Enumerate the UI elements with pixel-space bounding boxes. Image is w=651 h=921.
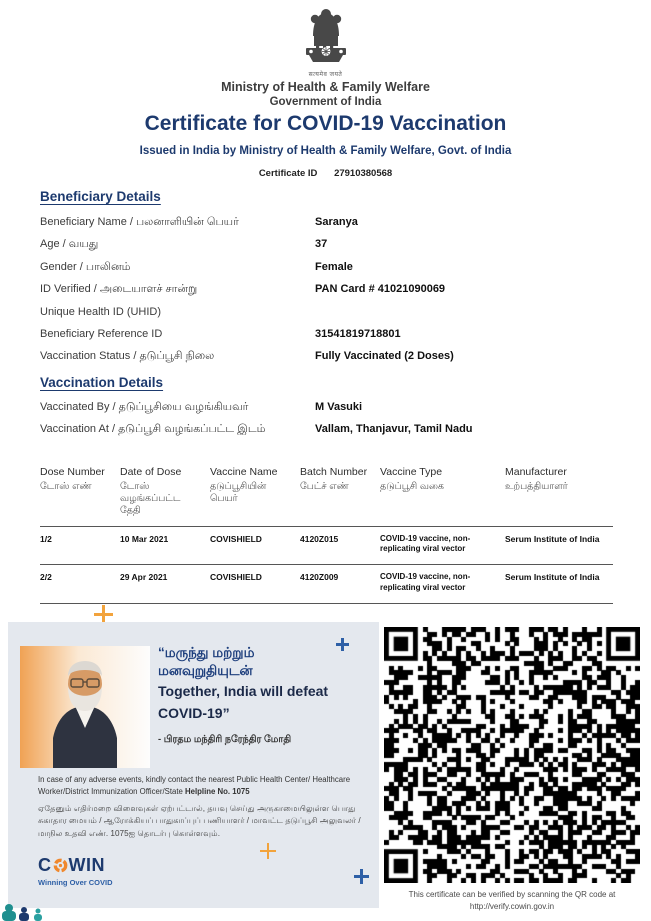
adverse-notice-text: In case of any adverse events, kindly contact the nearest Public Health Center/ Healthcare Worker/District Immunization Officer/State bbox=[38, 775, 351, 796]
field-label: Gender / பாலினம் bbox=[40, 260, 131, 273]
cell-manufacturer: Serum Institute of India bbox=[505, 572, 600, 583]
national-emblem-icon bbox=[299, 6, 353, 64]
col-batch-number: Batch Number பேட்ச் எண் bbox=[300, 466, 368, 492]
field-label: Unique Health ID (UHID) bbox=[40, 305, 162, 318]
dose-row-1 bbox=[40, 527, 613, 566]
cell-dose-number: 1/2 bbox=[40, 533, 52, 544]
cowin-swirl-icon bbox=[53, 858, 68, 873]
col-dose-number: Dose Number டோஸ் எண் bbox=[40, 466, 105, 492]
qr-code-canvas bbox=[384, 627, 640, 883]
cell-manufacturer: Serum Institute of India bbox=[505, 533, 600, 544]
plus-decoration-orange-bottom-icon bbox=[260, 843, 276, 859]
field-value: Vallam, Thanjavur, Tamil Nadu bbox=[315, 423, 473, 436]
footer-banner bbox=[8, 622, 379, 908]
field-label: Beneficiary Name / பலனாளியின் பெயர் bbox=[40, 216, 239, 228]
beneficiary-details-heading: Beneficiary Details bbox=[40, 189, 161, 204]
col-vaccine-type: Vaccine Type தடுப்பூசி வகை bbox=[380, 466, 445, 492]
field-value: PAN Card # 41021090069 bbox=[315, 283, 446, 296]
field-id-verified bbox=[40, 283, 613, 305]
col-date-of-dose: Date of Dose டோஸ் வழங்கப்பட்ட தேதி bbox=[120, 466, 182, 516]
quote-english-line-2: COVID-19” bbox=[158, 704, 230, 721]
certificate-subtitle: Issued in India by Ministry of Health & Family Welfare, Govt. of India bbox=[139, 145, 512, 157]
cell-vaccine-type: COVID-19 vaccine, non-replicating viral vector bbox=[380, 572, 471, 592]
field-value: Female bbox=[315, 260, 353, 273]
field-value: 37 bbox=[315, 238, 328, 251]
cowin-letter-c: C bbox=[38, 855, 52, 875]
certificate-id-label: Certificate ID bbox=[258, 168, 318, 179]
vaccination-details-heading: Vaccination Details bbox=[40, 375, 164, 390]
field-value: Saranya bbox=[315, 216, 358, 228]
field-vaccination-status bbox=[40, 350, 613, 372]
quote-tamil-line-1: “மருந்து மற்றும் bbox=[158, 645, 255, 660]
cell-date-of-dose: 29 Apr 2021 bbox=[120, 572, 168, 583]
qr-code bbox=[384, 627, 640, 883]
plus-decoration-blue-bottom-icon bbox=[354, 869, 369, 884]
cowin-letters-win: WIN bbox=[68, 855, 105, 875]
emblem-block bbox=[0, 6, 651, 78]
plus-decoration-blue-top-icon bbox=[336, 638, 349, 651]
cowin-tagline: Winning Over COVID bbox=[38, 878, 113, 887]
helpline-number: Helpline No. 1075 bbox=[185, 786, 250, 796]
cell-vaccine-type: COVID-19 vaccine, non-replicating viral vector bbox=[380, 533, 471, 554]
quote-attribution: - பிரதம மந்திரி நரேந்திர மோதி bbox=[158, 733, 292, 745]
cell-date-of-dose: 10 Mar 2021 bbox=[120, 533, 169, 544]
dose-table bbox=[40, 466, 613, 604]
quote-english-line-1: Together, India will defeat bbox=[158, 683, 329, 700]
field-label: Age / வயது bbox=[40, 238, 99, 251]
government-name: Government of India bbox=[269, 96, 382, 108]
cell-batch-number: 4120Z009 bbox=[300, 572, 339, 583]
pm-quote-block bbox=[158, 644, 376, 746]
cell-vaccine-name: COVISHIELD bbox=[210, 533, 262, 544]
cell-batch-number: 4120Z015 bbox=[300, 533, 339, 544]
field-vaccinated-by bbox=[40, 401, 613, 423]
col-manufacturer: Manufacturer உற்பத்தியாளர் bbox=[505, 466, 568, 492]
certificate-id-value: 27910380568 bbox=[334, 168, 393, 179]
qr-caption-line-2: http://verify.cowin.gov.in bbox=[469, 901, 555, 911]
vaccination-fields bbox=[40, 401, 613, 446]
adverse-events-notice-en bbox=[38, 774, 370, 797]
field-gender bbox=[40, 261, 613, 283]
field-uhid bbox=[40, 306, 613, 328]
field-label: Vaccination Status / தடுப்பூசி நிலை bbox=[40, 350, 215, 363]
quote-tamil-line-2: மனவுறுதியுடன் bbox=[158, 662, 253, 678]
footer-illustration bbox=[0, 903, 378, 921]
emblem-motto: सत्यमेव जयते bbox=[308, 72, 343, 78]
certificate-title: Certificate for COVID-19 Vaccination bbox=[144, 112, 507, 135]
dose-table-header bbox=[40, 466, 613, 527]
cowin-logo bbox=[38, 855, 113, 887]
field-value: M Vasuki bbox=[315, 401, 363, 413]
qr-caption bbox=[382, 889, 642, 912]
field-label: Vaccination At / தடுப்பூசி வழங்கப்பட்ட இடம் bbox=[40, 423, 266, 436]
cowin-wordmark bbox=[38, 855, 113, 876]
healthcare-figures-illustration bbox=[0, 903, 378, 921]
field-label: Vaccinated By / தடுப்பூசியை வழங்கியவர் bbox=[40, 401, 249, 413]
beneficiary-fields bbox=[40, 216, 613, 373]
adverse-events-notice-ta: ஏதேனும் எதிர்மறை விளைவுகள் ஏற்பட்டால், தயவு செய்து அருகாமையிலுள்ள பொது சுகாதார மையம் / ஆரோக்கியப் பாதுகாப்புப் பணியாளர் / மாவட்ட தடுப்பூசி அலுவலர் / மாநில உதவி எண். 1075ஐ தொடர்பு கொள்ளவும். bbox=[38, 804, 361, 838]
pm-portrait-illustration bbox=[20, 646, 150, 768]
field-reference-id bbox=[40, 328, 613, 350]
pm-photo bbox=[20, 646, 150, 768]
field-vaccination-at bbox=[40, 423, 613, 445]
field-label: Beneficiary Reference ID bbox=[40, 327, 163, 340]
field-beneficiary-name bbox=[40, 216, 613, 238]
dose-row-2 bbox=[40, 565, 613, 604]
cell-dose-number: 2/2 bbox=[40, 572, 52, 583]
ministry-name: Ministry of Health & Family Welfare bbox=[221, 80, 430, 94]
field-value: 31541819718801 bbox=[315, 327, 401, 340]
field-age bbox=[40, 238, 613, 260]
field-label: ID Verified / அடையாளச் சான்று bbox=[40, 283, 198, 296]
field-value: Fully Vaccinated (2 Doses) bbox=[315, 350, 454, 363]
certificate-id-row bbox=[0, 168, 651, 179]
qr-caption-line-1: This certificate can be verified by scanning the QR code at bbox=[408, 890, 616, 899]
cell-vaccine-name: COVISHIELD bbox=[210, 572, 262, 583]
col-vaccine-name: Vaccine Name தடுப்பூசியின் பெயர் bbox=[210, 466, 278, 504]
